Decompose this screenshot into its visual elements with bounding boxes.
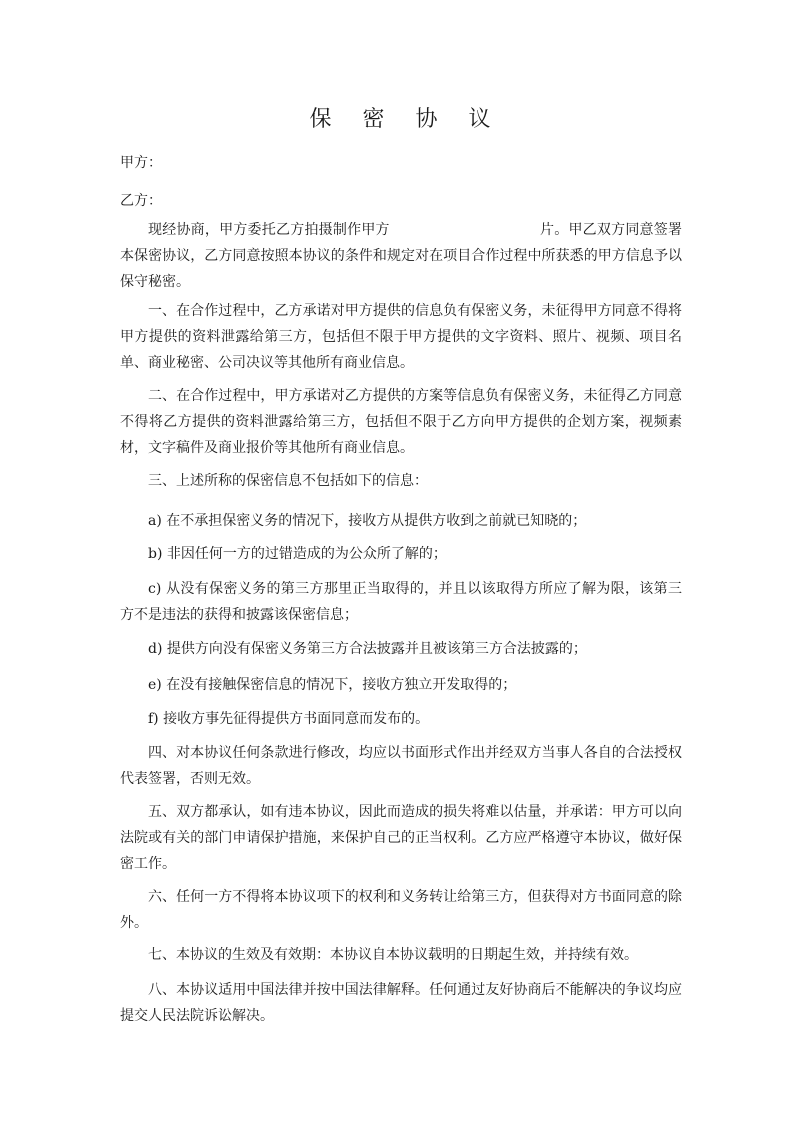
item-d: d) 提供方向没有保密义务第三方合法披露并且被该第三方合法披露的； bbox=[148, 641, 587, 657]
item-f: f) 接收方事先征得提供方书面同意而发布的。 bbox=[148, 711, 430, 727]
clause-one: 一、在合作过程中，乙方承诺对甲方提供的信息负有保密义务，未征得甲方同意不得将甲方提供的资料泄露给第三方，包括但不限于甲方提供的文字资料、照片、视频、项目名单、商业秘密、公司决议等其他所有商业信息。 bbox=[120, 303, 682, 371]
clause-two: 二、在合作过程中，甲方承诺对乙方提供的方案等信息负有保密义务，未征得乙方同意不得将乙方提供的资料泄露给第三方，包括但不限于乙方向甲方提供的企划方案，视频素材，文字稿件及商业报价等其他所有商业信息。 bbox=[120, 388, 682, 456]
clause-eight: 八、本协议适用中国法律并按中国法律解释。任何通过友好协商后不能解决的争议均应提交人民法院诉讼解决。 bbox=[120, 982, 682, 1024]
item-e: e) 在没有接触保密信息的情况下，接收方独立开发取得的； bbox=[148, 677, 517, 693]
clause-three: 三、上述所称的保密信息不包括如下的信息： bbox=[148, 473, 428, 489]
intro-paragraph bbox=[120, 217, 682, 295]
clause-six: 六、任何一方不得将本协议项下的权利和义务转让给第三方，但获得对方书面同意的除外。 bbox=[120, 889, 682, 931]
document-title: 保 密 协 议 bbox=[309, 107, 503, 132]
intro-text-before-blank: 现经协商，甲方委托乙方拍摄制作甲方 bbox=[148, 222, 390, 238]
item-b: b) 非因任何一方的过错造成的为公众所了解的； bbox=[148, 546, 447, 562]
item-a: a) 在不承担保密义务的情况下，接收方从提供方收到之前就已知晓的； bbox=[148, 513, 587, 529]
clause-seven: 七、本协议的生效及有效期：本协议自本协议载明的日期起生效，并持续有效。 bbox=[148, 947, 638, 963]
party-a-label: 甲方： bbox=[120, 155, 162, 171]
intro-text-after-blank: 片。甲乙双方同意签署本保密协议，乙方同意按照本协议的条件和规定对在项目合作过程中所获悉的甲方信息予以保守秘密。 bbox=[120, 222, 683, 290]
item-c: c) 从没有保密义务的第三方那里正当取得的，并且以该取得方所应了解为限，该第三方不是违法的获得和披露该保密信息； bbox=[120, 581, 682, 623]
clause-four: 四、对本协议任何条款进行修改，均应以书面形式作出并经双方当事人各自的合法授权代表签署，否则无效。 bbox=[120, 745, 682, 787]
clause-five: 五、双方都承认，如有违本协议，因此而造成的损失将难以估量，并承诺：甲方可以向法院或有关的部门申请保护措施，来保护自己的正当权利。乙方应严格遵守本协议，做好保密工作。 bbox=[120, 804, 682, 872]
party-b-label: 乙方： bbox=[120, 193, 162, 209]
